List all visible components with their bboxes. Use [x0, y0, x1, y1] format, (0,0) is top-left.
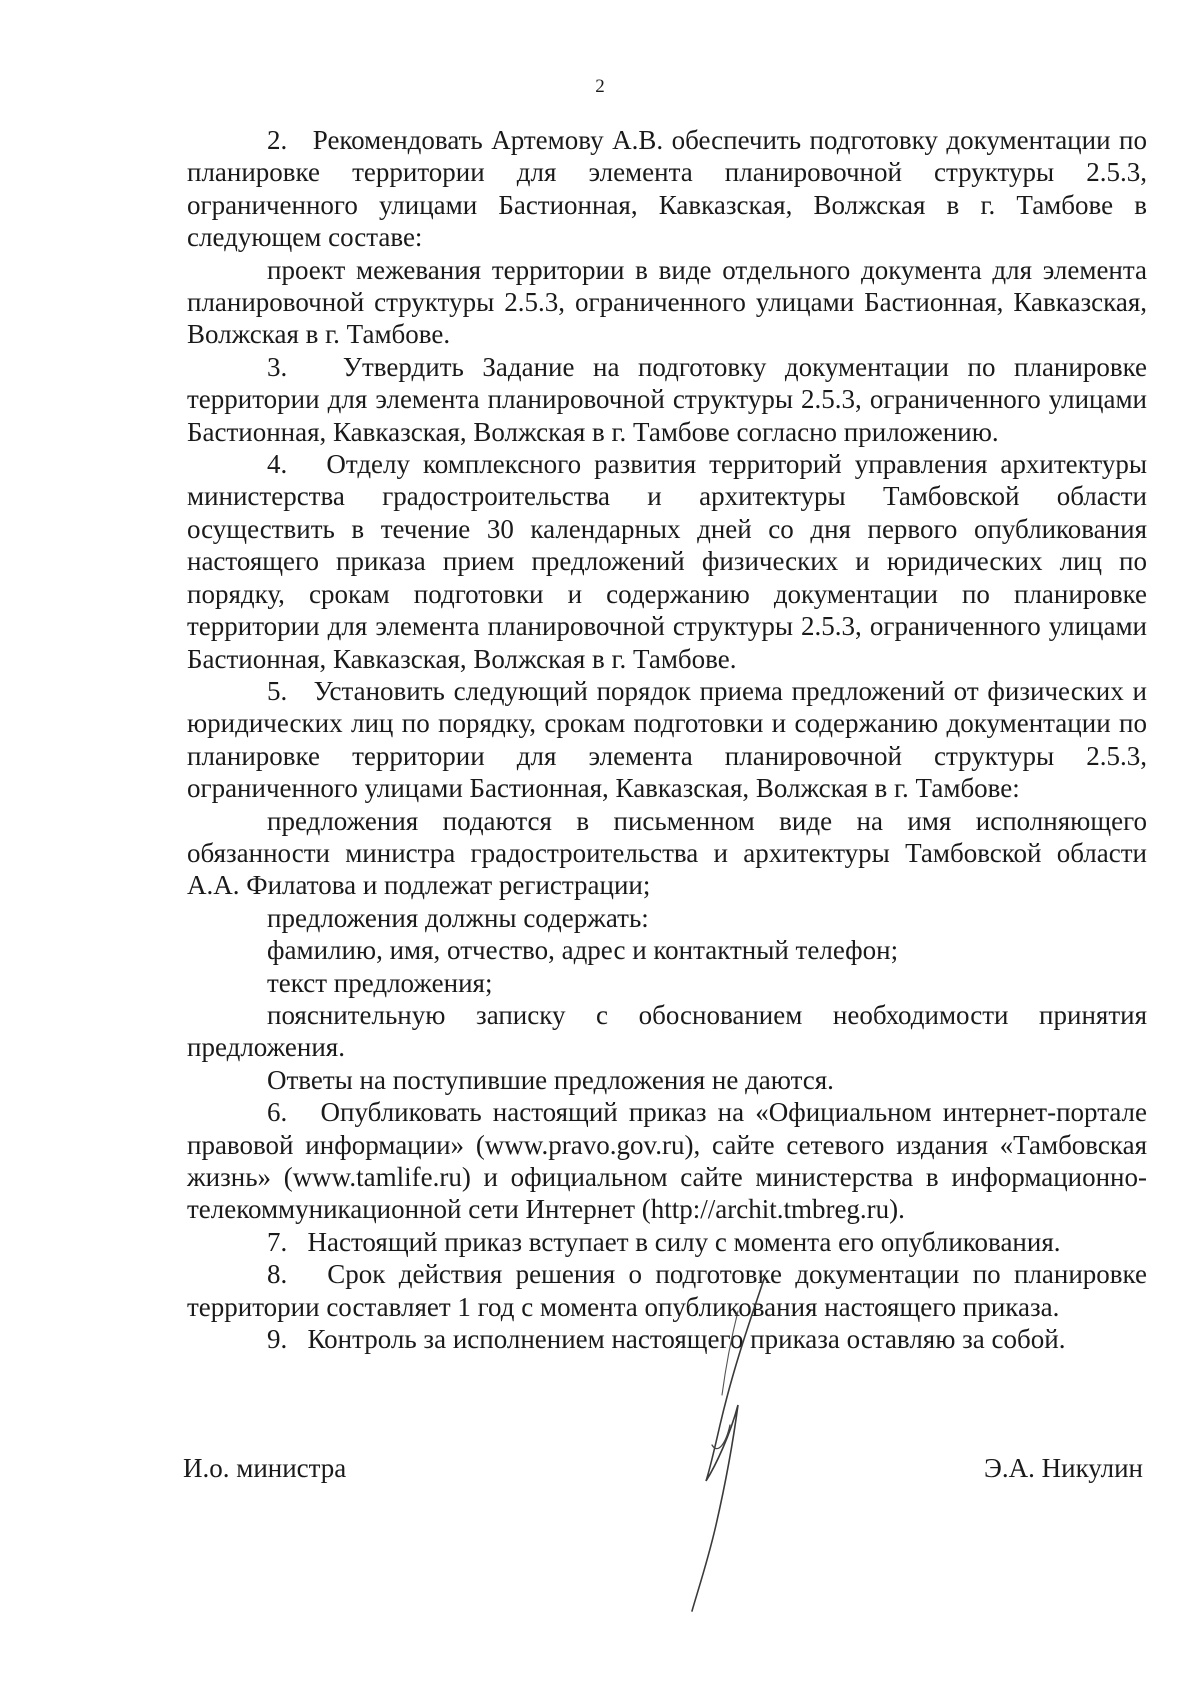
- paragraph-item-9: 9. Контроль за исполнением настоящего приказа оставляю за собой.: [267, 1324, 1066, 1355]
- paragraph-item-5: 5. Установить следующий порядок приема предложений от физических и юридических лиц по порядку, срокам подготовки и содержанию документации по планировке территории для элемента планировочной структуры 2.5.3, ограниченного улицами Бастионная, Кавказская, Волжская в г. Тамбове:: [187, 675, 1147, 804]
- paragraph-explanatory-note: пояснительную записку с обоснованием необходимости принятия предложения.: [187, 999, 1147, 1063]
- paragraph-item-8: 8. Срок действия решения о подготовке документации по планировке территории составляет 1 год с момента опубликования настоящего приказа.: [187, 1259, 1147, 1322]
- paragraph-item-3: 3. Утвердить Задание на подготовку документации по планировке территории для элемента планировочной структуры 2.5.3, ограниченного улицами Бастионная, Кавказская, Волжская в г. Тамбове согласно приложению.: [187, 351, 1147, 447]
- paragraph-item-6: 6. Опубликовать настоящий приказ на «Официальном интернет-портале правовой информации» (www.pravo.gov.ru), сайте сетевого издания «Тамбовская жизнь» (www.tamlife.ru) и официальном сайте министерства в информационно-телекоммуникационной сети Интернет (http://archit.tmbreg.ru).: [187, 1097, 1147, 1225]
- paragraph-proposal-text: текст предложения;: [267, 967, 493, 998]
- paragraph-item-4: 4. Отделу комплексного развития территорий управления архитектуры министерства градостроительства и архитектуры Тамбовской области осуществить в течение 30 календарных дней со дня первого опубликования настоящего приказа прием предложений физических и юридических лиц по порядку, срокам подготовки и содержанию документации по планировке территории для элемента планировочной структуры 2.5.3, ограниченного улицами Бастионная, Кавказская, Волжская в г. Тамбове.: [187, 449, 1147, 674]
- paragraph-contents-required: предложения должны содержать:: [267, 902, 649, 933]
- page-number: 2: [595, 76, 605, 97]
- signatory-role: И.о. министра: [183, 1453, 347, 1483]
- paragraph-no-replies: Ответы на поступившие предложения не даются.: [267, 1064, 834, 1095]
- paragraph-item-2-composition: проект межевания территории в виде отдельного документа для элемента планировочной структуры 2.5.3, ограниченного улицами Бастионная, Кавказская, Волжская в г. Тамбове.: [187, 254, 1147, 350]
- handwritten-signature-icon: [672, 1275, 782, 1615]
- paragraph-submission-rules: предложения подаются в письменном виде на имя исполняющего обязанности министра градостроительства и архитектуры Тамбовской области А.А. Филатова и подлежат регистрации;: [187, 805, 1147, 901]
- paragraph-item-2: 2. Рекомендовать Артемову А.В. обеспечить подготовку документации по планировке территории для элемента планировочной структуры 2.5.3, ограниченного улицами Бастионная, Кавказская, Волжская в г. Тамбове в следующем составе:: [187, 125, 1147, 253]
- signatory-name: Э.А. Никулин: [984, 1453, 1143, 1483]
- signature-block: [183, 1453, 1143, 1493]
- paragraph-contact-details: фамилию, имя, отчество, адрес и контактный телефон;: [267, 935, 899, 966]
- paragraph-item-7: 7. Настоящий приказ вступает в силу с момента его опубликования.: [267, 1226, 1061, 1257]
- document-body: [187, 124, 1147, 1355]
